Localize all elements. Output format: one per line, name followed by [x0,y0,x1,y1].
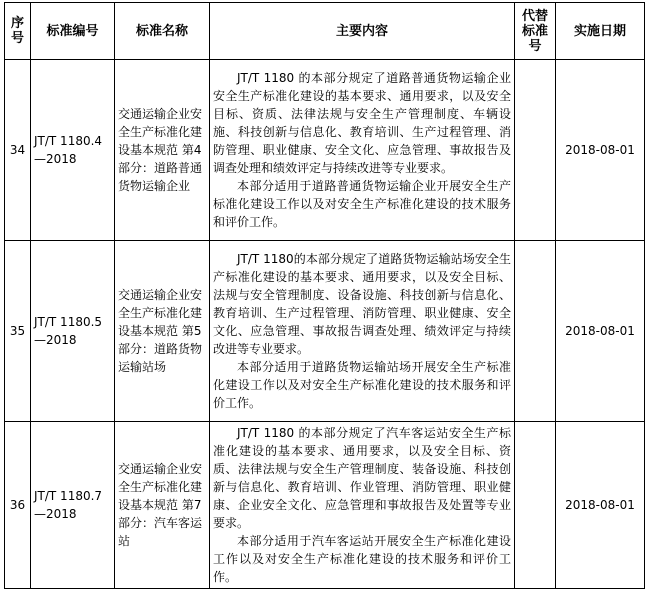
cell-code: JT/T 1180.7—2018 [31,422,115,589]
table-row [5,241,645,422]
content-paragraph: JT/T 1180 的本部分规定了道路普通货物运输企业安全生产标准化建设的基本要求、通用要求，以及安全目标、资质、法律法规与安全生产管理制度、车辆设施、科技创新与信息化、教育培训、生产过程管理、消防管理、职业健康、安全文化、应急管理、事故报告及调查处理和绩效评定与持续改进等专业要求。 [213,71,511,175]
content-paragraph: 本部分适用于道路货物运输站场开展安全生产标准化建设工作以及对安全生产标准化建设的技术服务和评价工作。 [213,360,511,410]
cell-replaced [515,241,556,422]
cell-name: 交通运输企业安全生产标准化建设基本规范 第7部分：汽车客运站 [115,422,210,589]
cell-content [210,241,515,422]
cell-code: JT/T 1180.5—2018 [31,241,115,422]
cell-no: 35 [5,241,31,422]
header-row [5,3,645,60]
content-paragraph: JT/T 1180的本部分规定了道路货物运输站场安全生产标准化建设的基本要求、通用要求，以及安全目标、法规与安全管理制度、设备设施、科技创新与信息化、教育培训、生产过程管理、消防管理、职业健康、安全文化、应急管理、事故报告调查处理、绩效评定与持续改进等专业要求。 [213,252,511,356]
cell-no: 34 [5,60,31,241]
content-paragraph: 本部分适用于道路普通货物运输企业开展安全生产标准化建设工作以及对安全生产标准化建设的技术服务和评价工作。 [213,179,511,229]
cell-date: 2018-08-01 [556,422,645,589]
cell-no: 36 [5,422,31,589]
cell-code: JT/T 1180.4—2018 [31,60,115,241]
cell-date: 2018-08-01 [556,241,645,422]
header-code: 标准编号 [31,3,115,60]
header-replaced: 代替标准号 [515,3,556,60]
table-row [5,422,645,589]
header-date: 实施日期 [556,3,645,60]
cell-name: 交通运输企业安全生产标准化建设基本规范 第5部分：道路货物运输站场 [115,241,210,422]
standards-table [4,2,645,589]
header-no: 序号 [5,3,31,60]
table-row [5,60,645,241]
content-paragraph: JT/T 1180 的本部分规定了汽车客运站安全生产标准化建设的基本要求、通用要求，以及安全目标、资质、法律法规与安全生产管理制度、装备设施、科技创新与信息化、教育培训、作业管理、消防管理、职业健康、企业安全文化、应急管理和事故报告及处置等专业要求。 [213,426,511,530]
cell-name: 交通运输企业安全生产标准化建设基本规范 第4部分：道路普通货物运输企业 [115,60,210,241]
cell-content [210,60,515,241]
cell-replaced [515,60,556,241]
header-content: 主要内容 [210,3,515,60]
content-paragraph: 本部分适用于汽车客运站开展安全生产标准化建设工作以及对安全生产标准化建设的技术服务和评价工作。 [213,534,511,584]
cell-replaced [515,422,556,589]
cell-date: 2018-08-01 [556,60,645,241]
header-name: 标准名称 [115,3,210,60]
cell-content [210,422,515,589]
